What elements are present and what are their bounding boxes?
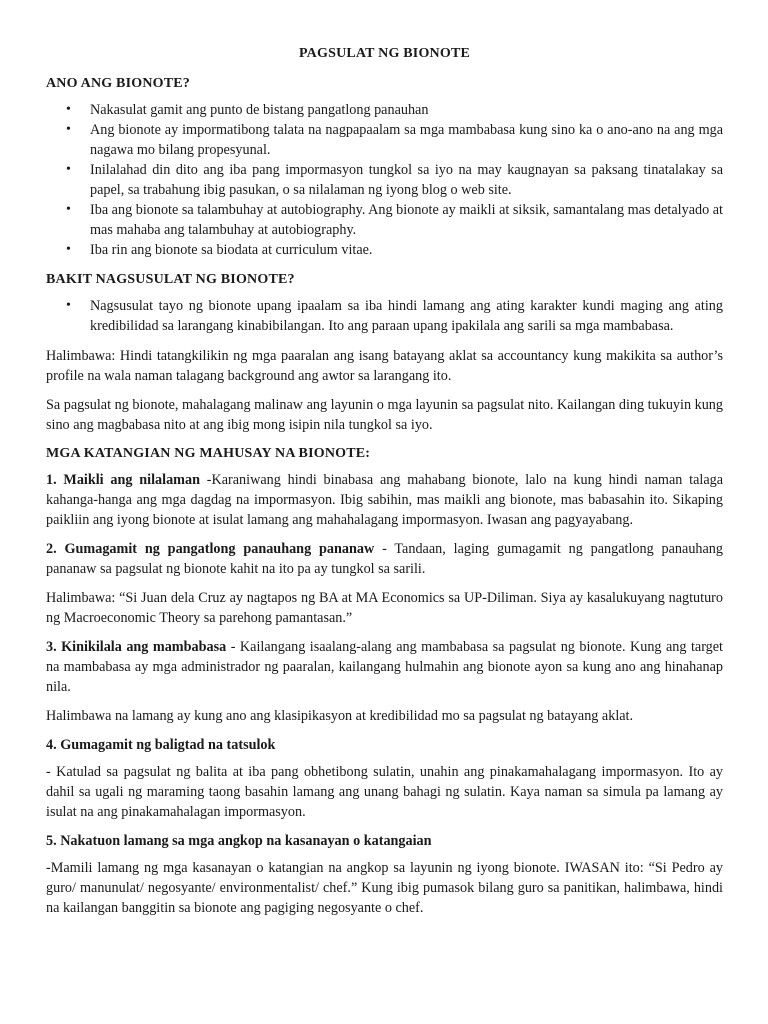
item-label: 1. Maikli ang nilalaman [46,472,200,488]
section-heading-ano: ANO ANG BIONOTE? [46,76,190,91]
item-text: -Karaniwang hindi binabasa ang mahabang bionote, lalo na kung hindi naman talaga kahanga-hanga ang mga dagdag na impormasyon. Ibig sabihin, mas maikli ang bionote, mas babasahin ito. Sikaping paikliin ang iyong bionote at isulat lamang ang mahahalagang impormasyon. Iwasan ang pagyayabang. [46,472,724,528]
paragraph-halimbawa: Halimbawa: Hindi tatangkilikin ng mga paaralan ang isang batayang aklat sa accountancy kung makikita sa author’s profile na wala naman talagang background ang awtor sa larangang ito. [46,348,723,384]
document-title: PAGSULAT NG BIONOTE [298,46,471,61]
list-item: • Nagsusulat tayo ng bionote upang ipaalam sa iba hindi lamang ang ating karakter kundi maging ang ating kredibilidad sa larangang kinabibilangan. Ito ang paraan upang ipakilala ang sarili sa mga mambabasa. [46,296,723,336]
katangian-item-2 [46,539,723,579]
example-item-3: Halimbawa na lamang ay kung ano ang klasipikasyon at kredibilidad mo sa pagsulat ng batayang aklat. [46,708,634,724]
list-item: • Nakasulat gamit ang punto de bistang pangatlong panauhan [46,100,723,120]
katangian-item-5-label: 5. Nakatuon lamang sa mga angkop na kasanayan o katangaian [46,833,432,849]
paragraph-layunin: Sa pagsulat ng bionote, mahalagang malinaw ang layunin o mga layunin sa pagsulat nito. Kailangan ding tukuyin kung sino ang magbabasa nito at ang ibig mong isipin nila tungkol sa iyo. [46,397,723,433]
item-text: - Kailangang isaalang-alang ang mambabasa sa pagsulat ng bionote. Kung ang target na mambabasa ay mga administrador ng paaralan, kailangang hulmahin ang bionote ayon sa kung ano ang hinahanap nila. [46,639,723,695]
katangian-item-4-text: - Katulad sa pagsulat ng balita at iba pang obhetibong sulatin, unahin ang pinakamahalagang impormasyon. Ito ay dahil sa ugali ng maraming taong basahin lamang ang unang bahagi ng sulatin. Kaya naman sa simula pa lamang ay isulat na ang pinakamahalagan impormasyon. [46,764,723,820]
item-label: 2. Gumagamit ng pangatlong panauhang pananaw [46,541,375,557]
example-item-2: Halimbawa: “Si Juan dela Cruz ay nagtapos ng BA at MA Economics sa UP-Diliman. Siya ay kasalukuyang nagtuturo ng Macroeconomic Theory sa parehong pamantasan.” [46,590,723,626]
list-item: • Iba ang bionote sa talambuhay at autobiography. Ang bionote ay maikli at siksik, samantalang mas detalyado at mas mahaba ang talambuhay at autobiography. [46,200,723,240]
item-text: - Tandaan, laging gumagamit ng pangatlong panauhang pananaw sa pagsulat ng bionote kahit na ito pa ay tungkol sa sarili. [46,541,723,577]
list-item: • Ang bionote ay impormatibong talata na nagpapaalam sa mga mambabasa kung sino ka o ano-ano na ang mga nagawa mo bilang propesyunal. [46,120,723,160]
section-heading-bakit: BAKIT NAGSUSULAT NG BIONOTE? [46,272,295,287]
katangian-item-5-text: -Mamili lamang ng mga kasanayan o katangian na angkop sa layunin ng iyong bionote. IWASAN ito: “Si Pedro ay guro/ manunulat/ negosyante/ environmentalist/ chef.” Kung ibig pumasok bilang guro sa panitikan, halimbawa, hindi na kailangan banggitin sa bionote ang pagiging negosyante o chef. [46,860,723,916]
bullet-list-ano [46,100,723,260]
section-heading-katangian: MGA KATANGIAN NG MAHUSAY NA BIONOTE: [46,446,371,461]
katangian-item-3 [46,637,723,697]
list-item: • Iba rin ang bionote sa biodata at curriculum vitae. [46,240,723,260]
list-item: • Inilalahad din dito ang iba pang impormasyon tungkol sa iyo na may kaugnayan sa paksang tinatalakay sa papel, sa trabahung ibig pasukan, o sa nilalaman ng iyong blog o web site. [46,160,723,200]
item-label: 3. Kinikilala ang mambabasa [46,639,227,655]
katangian-item-1 [46,470,723,530]
bullet-list-bakit [46,296,723,336]
katangian-item-4-label: 4. Gumagamit ng baligtad na tatsulok [46,737,276,753]
